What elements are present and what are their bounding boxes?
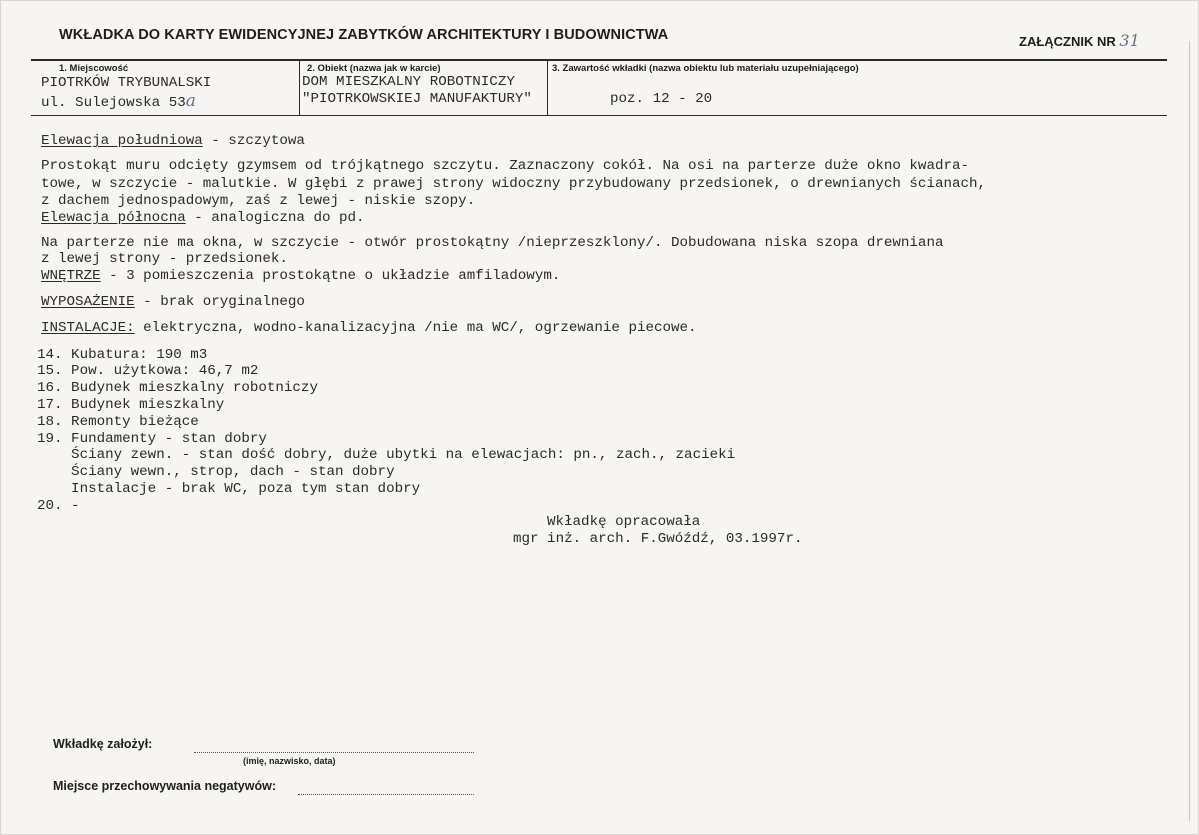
column-divider-1	[299, 61, 300, 115]
south-text-line-2: towe, w szczycie - malutkie. W głębi z prawej strony widoczny przybudowany przedsionek, o drewnianych ścianach,	[41, 176, 987, 192]
negatives-dotted-line	[298, 794, 474, 795]
heading-north-elevation	[41, 210, 365, 227]
card-title: WKŁADKA DO KARTY EWIDENCYJNEJ ZABYTKÓW ARCHITEKTURY I BUDOWNICTWA	[59, 27, 669, 43]
north-text-line-1: Na parterze nie ma okna, w szczycie - otwór prostokątny /nieprzeszklony/. Dobudowana niska szopa drewniana	[41, 235, 944, 251]
item-line: Instalacje - brak WC, poza tym stan dobry	[37, 481, 421, 497]
south-text-line-1: Prostokąt muru odcięty gzymsem od trójkątnego szczytu. Zaznaczony cokół. Na osi na parterze duże okno kwadra-	[41, 158, 970, 174]
item-line: 16. Budynek mieszkalny robotniczy	[37, 380, 318, 396]
negatives-label: Miejsce przechowywania negatywów:	[53, 779, 276, 793]
interior-rest: - 3 pomieszczenia prostokątne o układzie amfiladowym.	[100, 268, 561, 284]
item-line: 17. Budynek mieszkalny	[37, 397, 225, 413]
south-text-line-3: z dachem jednospadowym, zaś z lewej - niskie szopy.	[41, 193, 476, 209]
installations-rest: elektryczna, wodno-kanalizacyjna /nie ma WC/, ogrzewanie piecowe.	[134, 320, 697, 336]
heading-south-elevation	[41, 133, 305, 150]
attachment-number-hand: 31	[1119, 31, 1140, 50]
item-line: 20. -	[37, 498, 80, 514]
locality-line-2	[41, 93, 196, 112]
item-line: 15. Pow. użytkowa: 46,7 m2	[37, 363, 259, 379]
item-line: Ściany zewn. - stan dość dobry, duże ubytki na elewacjach: pn., zach., zacieki	[37, 447, 736, 463]
header-rule-top	[31, 59, 1167, 61]
header-rule-bottom	[31, 115, 1167, 116]
object-line-2: "PIOTRKOWSKIEJ MANUFAKTURY"	[302, 91, 532, 107]
equipment-line	[41, 294, 305, 311]
locality-line-1: PIOTRKÓW TRYBUNALSKI	[41, 75, 212, 91]
locality-hand-letter: a	[185, 91, 196, 111]
item-line: 14. Kubatura: 190 m3	[37, 347, 208, 363]
equipment-rest: - brak oryginalnego	[134, 294, 305, 310]
col-object-label: 2. Obiekt (nazwa jak w karcie)	[307, 63, 441, 74]
installations-title: INSTALACJE:	[41, 320, 135, 336]
item-line: 19. Fundamenty - stan dobry	[37, 431, 267, 447]
heading-south-title: Elewacja południowa	[41, 133, 203, 149]
heading-north-rest: - analogiczna do pd.	[185, 210, 365, 226]
content-range: poz. 12 - 20	[610, 91, 713, 107]
object-line-1: DOM MIESZKALNY ROBOTNICZY	[302, 74, 515, 90]
founded-dotted-line	[194, 752, 474, 753]
attachment-label: ZAŁĄCZNIK NR	[1019, 34, 1116, 49]
equipment-title: WYPOSAŻENIE	[41, 294, 135, 310]
attachment-number	[1019, 31, 1140, 50]
heading-north-title: Elewacja północna	[41, 210, 186, 226]
heading-south-rest: - szczytowa	[202, 133, 305, 149]
col-locality-label: 1. Miejscowość	[59, 63, 129, 74]
interior-line	[41, 268, 560, 285]
locality-street: ul. Sulejowska 53	[41, 95, 186, 111]
north-text-line-2: z lewej strony - przedsionek.	[41, 251, 288, 267]
founded-label: Wkładkę założył:	[53, 737, 153, 751]
card-edge-line	[1189, 41, 1190, 821]
item-line: Ściany wewn., strop, dach - stan dobry	[37, 464, 395, 480]
installations-line	[41, 320, 697, 337]
signature-line-1: Wkładkę opracowała	[547, 514, 701, 530]
column-divider-2	[547, 61, 548, 115]
signature-line-2: mgr inż. arch. F.Gwóźdź, 03.1997r.	[513, 531, 803, 547]
interior-title: WNĘTRZE	[41, 268, 101, 284]
item-line: 18. Remonty bieżące	[37, 414, 199, 430]
founded-hint: (imię, nazwisko, data)	[243, 756, 336, 766]
col-content-label: 3. Zawartość wkładki (nazwa obiektu lub materiału uzupełniającego)	[552, 63, 859, 74]
